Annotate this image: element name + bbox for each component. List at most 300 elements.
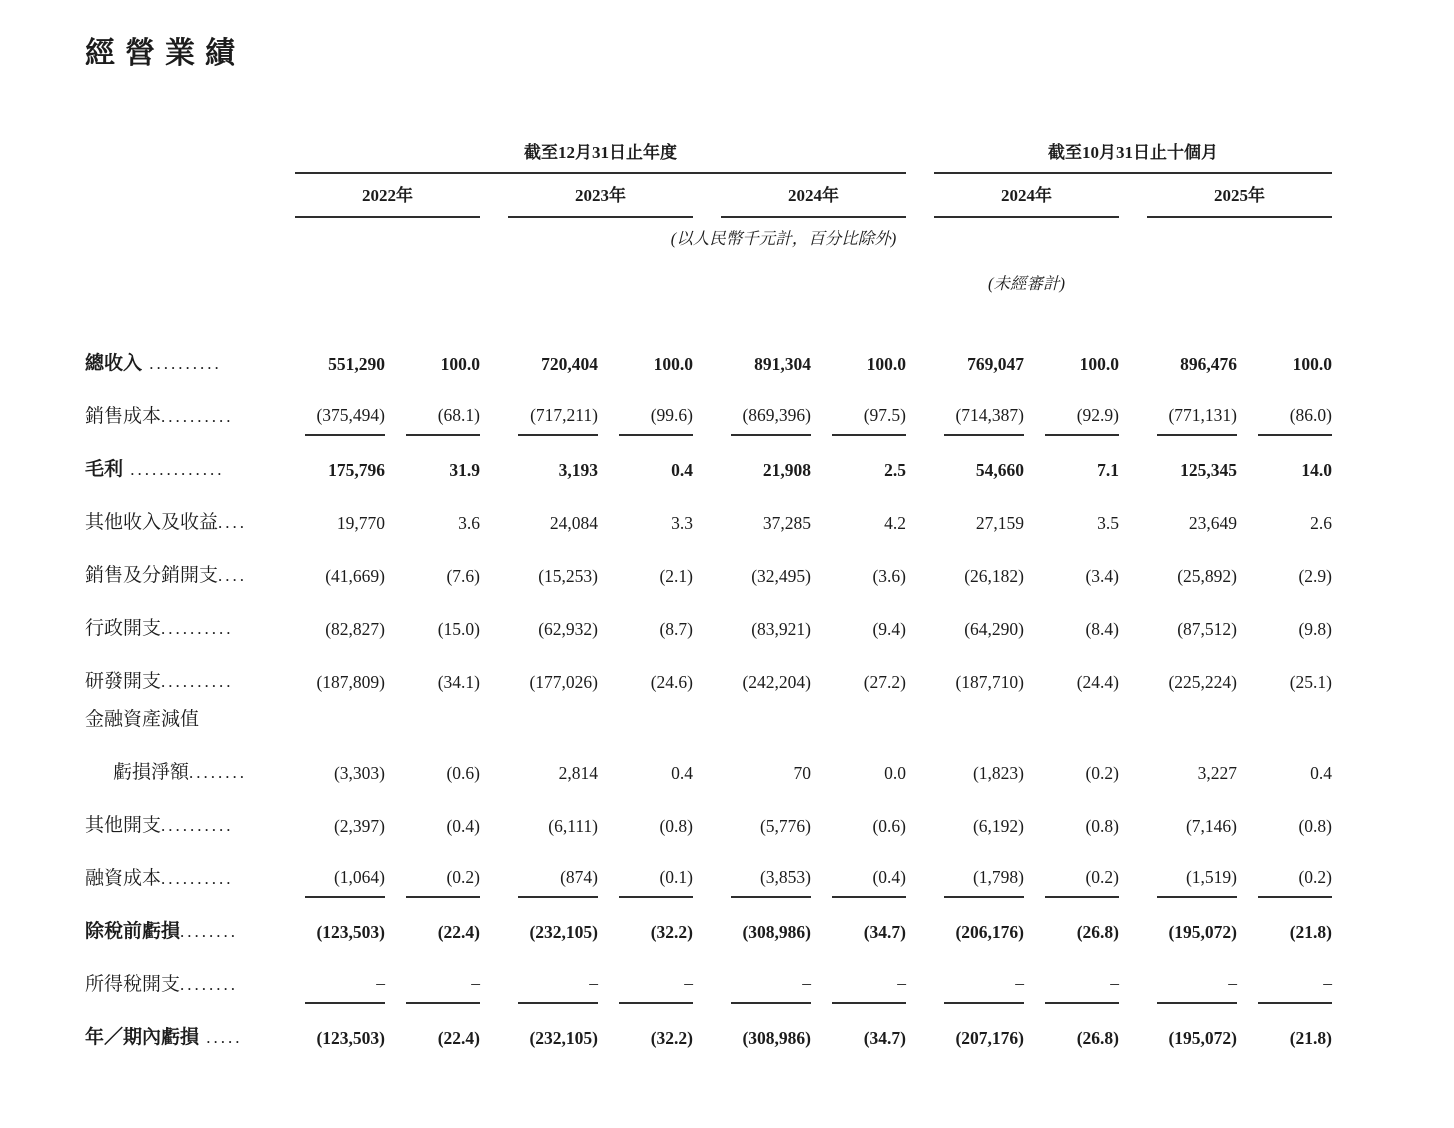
value-text: (41,669) — [325, 566, 385, 586]
percent-cell — [811, 739, 906, 792]
percent-cell — [385, 436, 480, 489]
value-text: 891,304 — [754, 354, 811, 374]
spacer-row — [85, 300, 1332, 330]
row-label-text: 融資成本 — [85, 868, 162, 889]
value-text: (87,512) — [1177, 619, 1237, 639]
dot-leader: ............. — [123, 460, 225, 479]
value-text: 3,193 — [558, 460, 598, 480]
value-cell — [934, 542, 1024, 595]
value-text: 175,796 — [328, 460, 385, 480]
row-label — [85, 489, 295, 542]
value-cell — [295, 898, 385, 951]
percent-text: (97.5) — [832, 405, 906, 436]
percent-cell — [811, 330, 906, 383]
percent-cell — [1237, 436, 1332, 489]
percent-text: 0.4 — [671, 460, 693, 480]
value-cell — [721, 951, 811, 1004]
value-cell — [508, 792, 598, 845]
column-gap — [1119, 898, 1147, 951]
percent-text: 100.0 — [653, 354, 693, 374]
row-label-text: 除稅前虧損 — [85, 921, 181, 942]
dot-leader: ........ — [180, 975, 239, 994]
value-text: (375,494) — [305, 405, 385, 436]
value-text: (717,211) — [518, 405, 598, 436]
year-header-2024-10m: 2024年 — [934, 173, 1119, 217]
percent-cell — [811, 595, 906, 648]
col-group-annual: 截至12月31日止年度 — [295, 138, 906, 173]
percent-text: (0.8) — [659, 816, 693, 836]
value-cell — [508, 436, 598, 489]
percent-text: (2.1) — [659, 566, 693, 586]
column-gap — [1119, 1004, 1147, 1057]
table-row — [85, 542, 1332, 595]
percent-text: (0.4) — [446, 816, 480, 836]
column-gap — [693, 1004, 721, 1057]
table-row — [85, 898, 1332, 951]
dot-leader: ..... — [199, 1028, 243, 1047]
value-cell — [508, 1004, 598, 1057]
row-label-text: 毛利 — [85, 459, 124, 480]
empty-cell — [85, 300, 1332, 330]
year-header-2023: 2023年 — [508, 173, 693, 217]
value-cell — [934, 1004, 1024, 1057]
value-cell — [295, 595, 385, 648]
column-gap — [906, 792, 934, 845]
percent-text: (27.2) — [863, 672, 906, 692]
column-gap — [906, 898, 934, 951]
empty-cell — [85, 173, 295, 217]
unaudited-note: (未經審計) — [988, 274, 1065, 293]
percent-text: (0.2) — [1085, 763, 1119, 783]
value-cell — [934, 648, 1024, 701]
value-cell — [721, 383, 811, 436]
value-cell — [295, 436, 385, 489]
percent-text: (99.6) — [619, 405, 693, 436]
value-text: 70 — [793, 763, 811, 783]
row-label — [85, 436, 295, 489]
value-text: (308,986) — [742, 922, 811, 942]
value-text: (177,026) — [529, 672, 598, 692]
column-gap — [480, 436, 508, 489]
row-label — [85, 383, 295, 436]
value-cell — [721, 792, 811, 845]
percent-text: (22.4) — [437, 922, 480, 942]
percent-cell — [1024, 542, 1119, 595]
percent-cell — [1024, 648, 1119, 701]
row-label-text: 總收入 — [85, 353, 143, 374]
percent-text: (0.2) — [1258, 867, 1332, 898]
value-cell — [508, 542, 598, 595]
value-text: 24,084 — [549, 513, 598, 533]
percent-text: 31.9 — [449, 460, 480, 480]
row-label-text: 銷售及分銷開支 — [85, 565, 219, 586]
percent-text: 0.4 — [671, 763, 693, 783]
percent-cell — [598, 845, 693, 898]
percent-cell — [1237, 489, 1332, 542]
value-cell — [1147, 1004, 1237, 1057]
row-label-text: 研發開支 — [85, 671, 162, 692]
table-row — [85, 739, 1332, 792]
row-label — [85, 330, 295, 383]
percent-text: – — [832, 973, 906, 1004]
column-gap — [906, 595, 934, 648]
percent-cell — [811, 383, 906, 436]
column-gap — [480, 792, 508, 845]
column-gap — [906, 951, 934, 1004]
value-text: (187,809) — [316, 672, 385, 692]
value-cell — [934, 383, 1024, 436]
percent-cell — [385, 489, 480, 542]
value-text: (3,303) — [333, 763, 385, 783]
percent-text: (21.8) — [1289, 922, 1332, 942]
percent-text: (15.0) — [437, 619, 480, 639]
dot-leader: .......... — [161, 619, 234, 638]
empty-cell — [85, 138, 295, 173]
value-cell — [508, 951, 598, 1004]
value-text: (187,710) — [955, 672, 1024, 692]
value-cell — [934, 595, 1024, 648]
value-text: 27,159 — [975, 513, 1024, 533]
value-text: (1,519) — [1157, 867, 1237, 898]
year-header-2025: 2025年 — [1147, 173, 1332, 217]
percent-text: (0.8) — [1298, 816, 1332, 836]
table-row — [85, 595, 1332, 648]
value-cell — [1147, 951, 1237, 1004]
column-gap — [906, 739, 934, 792]
percent-cell — [811, 898, 906, 951]
value-text: (771,131) — [1157, 405, 1237, 436]
value-cell — [508, 898, 598, 951]
value-cell — [1147, 898, 1237, 951]
value-cell — [295, 951, 385, 1004]
column-gap — [906, 138, 934, 173]
table-row — [85, 951, 1332, 1004]
value-text: (874) — [518, 867, 598, 898]
value-text: (2,397) — [333, 816, 385, 836]
percent-text: (2.9) — [1298, 566, 1332, 586]
column-gap — [1119, 595, 1147, 648]
value-cell — [508, 648, 598, 701]
value-cell — [721, 542, 811, 595]
empty-cell — [85, 217, 295, 255]
value-text: 2,814 — [558, 763, 598, 783]
column-gap — [906, 383, 934, 436]
value-cell — [721, 1004, 811, 1057]
column-gap — [1119, 542, 1147, 595]
percent-text: 2.6 — [1310, 513, 1332, 533]
column-gap — [480, 951, 508, 1004]
value-cell — [721, 330, 811, 383]
column-gap — [1119, 489, 1147, 542]
column-gap — [480, 330, 508, 383]
value-cell — [508, 739, 598, 792]
percent-text: (0.2) — [1045, 867, 1119, 898]
value-text: (3,853) — [731, 867, 811, 898]
percent-cell — [385, 792, 480, 845]
column-gap — [480, 1004, 508, 1057]
percent-cell — [811, 1004, 906, 1057]
percent-text: – — [1258, 973, 1332, 1004]
percent-text: 7.1 — [1097, 460, 1119, 480]
column-gap — [906, 648, 934, 701]
value-cell — [1147, 542, 1237, 595]
percent-cell — [1024, 792, 1119, 845]
value-cell — [508, 845, 598, 898]
row-label-text: 其他開支 — [85, 815, 162, 836]
percent-cell — [811, 489, 906, 542]
percent-cell — [385, 739, 480, 792]
percent-cell — [1024, 845, 1119, 898]
column-gap — [693, 489, 721, 542]
value-text: (242,204) — [742, 672, 811, 692]
percent-text: (25.1) — [1289, 672, 1332, 692]
value-cell — [721, 739, 811, 792]
value-cell — [508, 383, 598, 436]
row-label — [85, 898, 295, 951]
percent-cell — [1237, 648, 1332, 701]
dot-leader: .... — [218, 513, 248, 532]
value-cell — [934, 489, 1024, 542]
column-gap — [1119, 845, 1147, 898]
percent-cell — [1237, 739, 1332, 792]
percent-text: – — [406, 973, 480, 1004]
column-gap — [906, 1004, 934, 1057]
unaudited-note-row — [85, 255, 1332, 300]
dot-leader: .......... — [161, 672, 234, 691]
value-cell — [934, 330, 1024, 383]
value-text: (123,503) — [316, 1028, 385, 1048]
percent-text: 0.4 — [1310, 763, 1332, 783]
percent-cell — [1237, 542, 1332, 595]
column-gap — [693, 436, 721, 489]
value-cell — [934, 739, 1024, 792]
percent-text: (92.9) — [1045, 405, 1119, 436]
percent-text: 14.0 — [1301, 460, 1332, 480]
percent-cell — [1024, 739, 1119, 792]
value-cell — [1147, 330, 1237, 383]
column-gap — [693, 739, 721, 792]
value-text: 19,770 — [336, 513, 385, 533]
value-cell — [1147, 648, 1237, 701]
percent-text: (34.7) — [863, 922, 906, 942]
percent-text: (0.6) — [872, 816, 906, 836]
value-text: (232,105) — [529, 922, 598, 942]
value-cell — [1147, 436, 1237, 489]
percent-cell — [811, 648, 906, 701]
percent-text: 3.3 — [671, 513, 693, 533]
table-row — [85, 1004, 1332, 1057]
row-label-text: 金融資產減值 — [85, 709, 200, 730]
percent-text: (32.2) — [650, 1028, 693, 1048]
column-gap — [693, 792, 721, 845]
percent-text: (0.8) — [1085, 816, 1119, 836]
value-text: (5,776) — [759, 816, 811, 836]
dot-leader: .......... — [161, 407, 234, 426]
value-text: (6,111) — [548, 816, 598, 836]
value-text: (714,387) — [944, 405, 1024, 436]
value-text: 54,660 — [975, 460, 1024, 480]
column-gap — [1119, 739, 1147, 792]
value-text: (232,105) — [529, 1028, 598, 1048]
percent-text: – — [619, 973, 693, 1004]
dot-leader: ........ — [180, 922, 239, 941]
value-cell — [295, 648, 385, 701]
percent-cell — [1024, 436, 1119, 489]
value-cell — [721, 845, 811, 898]
percent-cell — [1237, 951, 1332, 1004]
table-row — [85, 436, 1332, 489]
value-cell — [721, 898, 811, 951]
value-text: 720,404 — [541, 354, 598, 374]
page-title: 經營業績 — [85, 37, 245, 70]
percent-cell — [1024, 951, 1119, 1004]
percent-cell — [598, 648, 693, 701]
value-cell — [295, 383, 385, 436]
percent-cell — [598, 792, 693, 845]
row-label — [85, 792, 295, 845]
percent-cell — [385, 542, 480, 595]
value-cell — [295, 542, 385, 595]
dot-leader: .......... — [161, 869, 234, 888]
column-gap — [906, 255, 934, 300]
value-text: (6,192) — [972, 816, 1024, 836]
percent-cell — [1024, 330, 1119, 383]
percent-text: (22.4) — [437, 1028, 480, 1048]
column-gap — [1119, 648, 1147, 701]
percent-cell — [1237, 330, 1332, 383]
column-gap — [693, 951, 721, 1004]
value-text: (26,182) — [964, 566, 1024, 586]
value-text: (308,986) — [742, 1028, 811, 1048]
row-label — [85, 701, 295, 739]
column-gap — [693, 845, 721, 898]
percent-cell — [1237, 595, 1332, 648]
table-row — [85, 489, 1332, 542]
value-text: (195,072) — [1168, 922, 1237, 942]
percent-cell — [385, 845, 480, 898]
percent-cell — [811, 436, 906, 489]
row-label — [85, 648, 295, 701]
value-text: 37,285 — [762, 513, 811, 533]
value-text: (207,176) — [955, 1028, 1024, 1048]
empty-cell — [85, 255, 906, 300]
percent-cell — [1024, 898, 1119, 951]
percent-text: 100.0 — [866, 354, 906, 374]
dot-leader: .......... — [142, 354, 222, 373]
percent-text: (68.1) — [406, 405, 480, 436]
value-text: – — [1157, 973, 1237, 1004]
value-text: (869,396) — [731, 405, 811, 436]
value-cell — [508, 489, 598, 542]
column-gap — [1119, 951, 1147, 1004]
column-gap — [693, 898, 721, 951]
percent-text: (3.4) — [1085, 566, 1119, 586]
column-gap — [480, 648, 508, 701]
column-gap — [906, 542, 934, 595]
percent-cell — [1237, 898, 1332, 951]
percent-cell — [1024, 489, 1119, 542]
value-cell — [1147, 383, 1237, 436]
column-gap — [1119, 383, 1147, 436]
percent-text: 0.0 — [884, 763, 906, 783]
value-cell — [721, 489, 811, 542]
value-text: – — [305, 973, 385, 1004]
value-cell — [1147, 595, 1237, 648]
value-text: – — [731, 973, 811, 1004]
table-row — [85, 648, 1332, 701]
percent-cell — [1024, 1004, 1119, 1057]
percent-text: – — [1045, 973, 1119, 1004]
value-cell — [721, 648, 811, 701]
dot-leader: .......... — [161, 816, 234, 835]
column-gap — [906, 845, 934, 898]
percent-cell — [598, 595, 693, 648]
percent-cell — [811, 845, 906, 898]
column-gap — [693, 542, 721, 595]
percent-text: 100.0 — [1079, 354, 1119, 374]
value-cell — [1147, 489, 1237, 542]
percent-cell — [811, 792, 906, 845]
percent-text: (26.8) — [1076, 1028, 1119, 1048]
row-label — [85, 1004, 295, 1057]
column-gap — [693, 173, 721, 217]
value-cell — [1147, 739, 1237, 792]
column-gap — [693, 330, 721, 383]
percent-text: (7.6) — [446, 566, 480, 586]
value-text: (1,823) — [972, 763, 1024, 783]
column-group-header-row — [85, 138, 1332, 173]
row-label-text: 行政開支 — [85, 618, 162, 639]
percent-text: (34.1) — [437, 672, 480, 692]
value-cell — [295, 330, 385, 383]
row-label — [85, 595, 295, 648]
percent-cell — [385, 648, 480, 701]
table-row — [85, 330, 1332, 383]
value-text: (1,064) — [305, 867, 385, 898]
value-text: 3,227 — [1197, 763, 1237, 783]
value-cell — [508, 330, 598, 383]
column-gap — [906, 489, 934, 542]
column-gap — [906, 173, 934, 217]
column-gap — [693, 648, 721, 701]
value-text: (64,290) — [964, 619, 1024, 639]
column-gap — [906, 330, 934, 383]
percent-text: (3.6) — [872, 566, 906, 586]
value-text: (83,921) — [751, 619, 811, 639]
value-cell — [1147, 845, 1237, 898]
value-cell — [295, 1004, 385, 1057]
value-cell — [934, 951, 1024, 1004]
percent-text: (0.2) — [406, 867, 480, 898]
percent-cell — [1237, 1004, 1332, 1057]
table-row — [85, 383, 1332, 436]
percent-cell — [598, 951, 693, 1004]
value-text: (206,176) — [955, 922, 1024, 942]
percent-text: 4.2 — [884, 513, 906, 533]
table-row — [85, 701, 1332, 739]
percent-cell — [598, 489, 693, 542]
column-gap — [480, 489, 508, 542]
percent-cell — [385, 330, 480, 383]
percent-cell — [811, 951, 906, 1004]
value-cell — [934, 436, 1024, 489]
column-gap — [480, 542, 508, 595]
column-gap — [480, 739, 508, 792]
table-row — [85, 792, 1332, 845]
value-cell — [508, 595, 598, 648]
percent-cell — [385, 951, 480, 1004]
percent-cell — [811, 542, 906, 595]
